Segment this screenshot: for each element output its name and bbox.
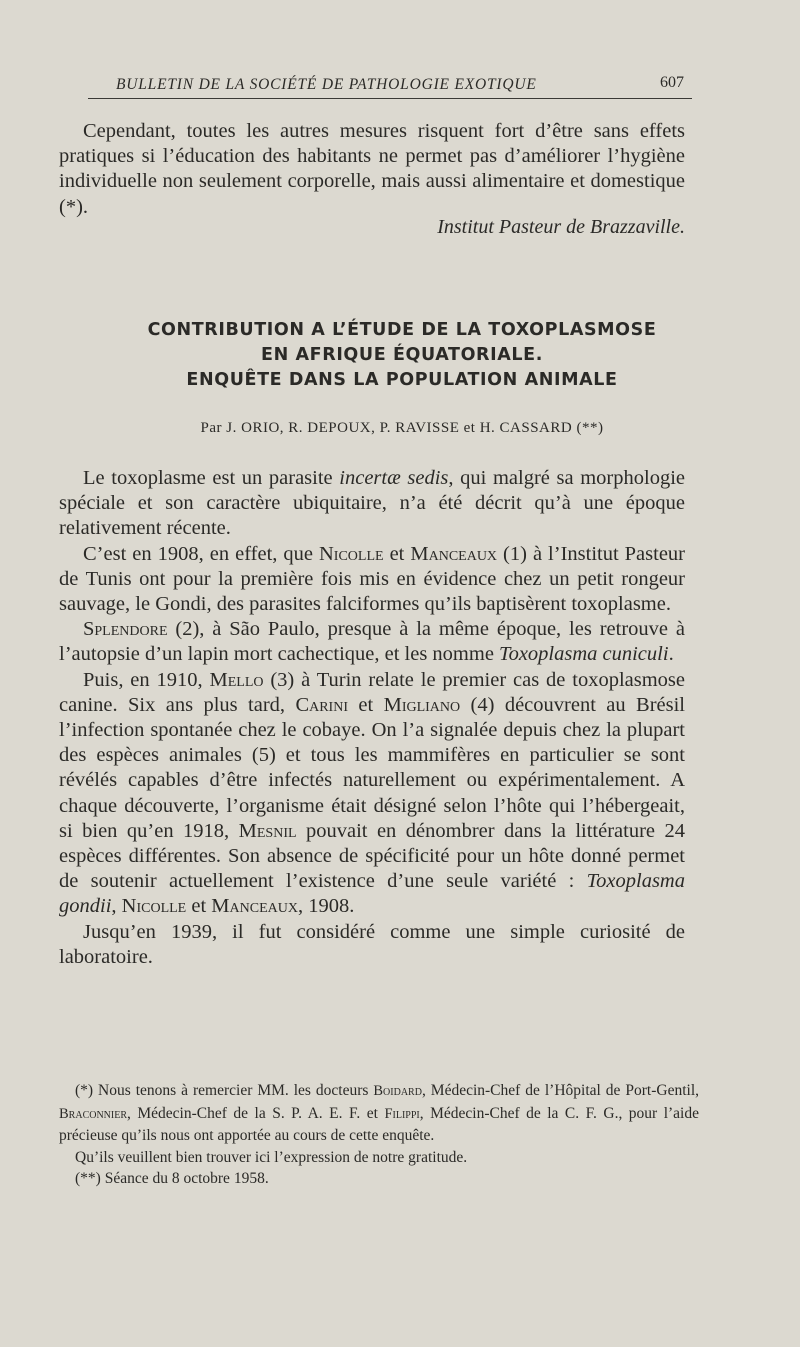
paragraph-5: Jusqu’en 1939, il fut considéré comme une simple curiosité de laboratoire. [59, 920, 685, 968]
paragraph-1: Le toxoplasme est un parasite incertæ sedis, qui malgré sa morphologie spéciale et son caractère ubiquitaire, n’a été décrit qu’à une époque relativement récente. [59, 467, 685, 540]
title-line-1: CONTRIBUTION A L’ÉTUDE DE LA TOXOPLASMOSE [147, 320, 657, 340]
footnote-1: (*) Nous tenons à remercier MM. les docteurs Boidard, Médecin-Chef de l’Hôpital de Port-Gentil, Braconnier, Médecin-Chef de la S. P. A. E. F. et Filippi, Médecin-Chef de la C. F. G., pour l’aide précieuse qu’ils nous ont apportée au cours de cette enquête. [59, 1082, 699, 1144]
footnote-1-continued: Qu’ils veuillent bien trouver ici l’expression de notre gratitude. [75, 1148, 468, 1166]
title-line-2: EN AFRIQUE ÉQUATORIALE. [261, 345, 543, 365]
article-title [59, 318, 745, 393]
authors-line: Par J. ORIO, R. DEPOUX, P. RAVISSE et H. CASSARD (**) [200, 420, 604, 436]
paragraph-4: Puis, en 1910, Mello (3) à Turin relate le premier cas de toxoplasmose canine. Six ans plus tard, Carini et Migliano (4) découvrent au Brésil l’infection spontanée chez le cobaye. On l’a signalée depuis chez la plupart des espèces animales (5) et tous les mammifères en particulier se sont révélés capables d’être infectés naturellement ou expérimentalement. A chaque découverte, l’organisme était désigné selon l’hôte qui l’hébergeait, si bien qu’en 1918, Mesnil pouvait en dénombrer dans la littérature 24 espèces différentes. Son absence de spécificité pour un hôte donné permet de soutenir actuellement l’existence d’une seule variété : Toxoplasma gondii, Nicolle et Manceaux, 1908. [59, 668, 686, 918]
closing-paragraph: Cependant, toutes les autres mesures risquent fort d’être sans effets pratiques si l’éducation des habitants ne permet pas d’améliorer l’hygiène individuelle non seulement corporelle, mais aussi alimentaire et domestique (*). [59, 120, 685, 218]
footnote-2: (**) Séance du 8 octobre 1958. [75, 1170, 269, 1187]
paragraph-2: C’est en 1908, en effet, que Nicolle et Manceaux (1) à l’Institut Pasteur de Tunis ont pour la première fois mis en évidence chez un petit rongeur sauvage, le Gondi, des parasites falciformes qu’ils baptisèrent toxoplasme. [59, 542, 686, 616]
previous-article-ending [59, 119, 685, 220]
journal-title: BULLETIN DE LA SOCIÉTÉ DE PATHOLOGIE EXOTIQUE [116, 76, 537, 93]
running-header [88, 70, 692, 99]
article-body [59, 466, 685, 970]
page-number: 607 [660, 74, 684, 91]
institution-signature: Institut Pasteur de Brazzaville. [437, 216, 685, 238]
paragraph-3: Splendore (2), à São Paulo, presque à la même époque, les retrouve à l’autopsie d’un lapin mort cachectique, et les nomme Toxoplasma cuniculi. [59, 618, 685, 666]
title-line-3: ENQUÊTE DANS LA POPULATION ANIMALE [186, 370, 618, 390]
footnotes [59, 1080, 699, 1190]
